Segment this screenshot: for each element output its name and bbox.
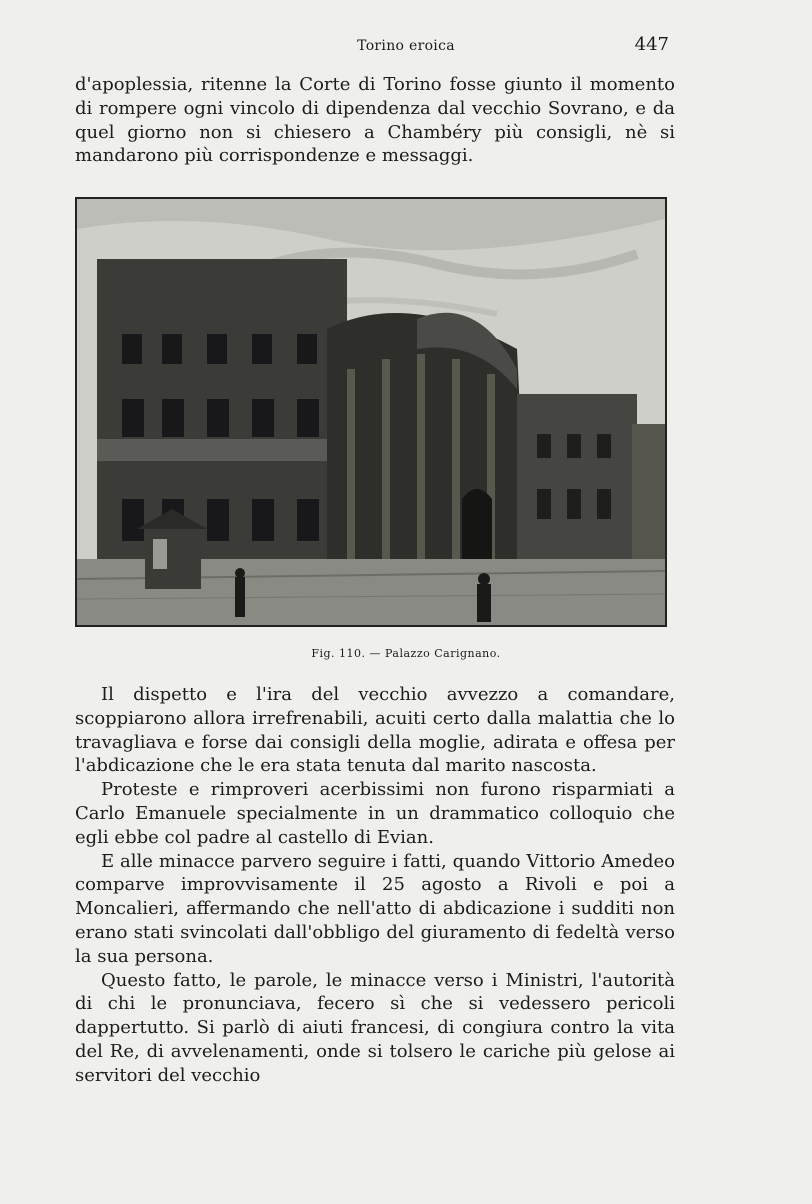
page-number: 447 <box>634 34 669 55</box>
running-title: Torino eroica <box>357 38 455 54</box>
paragraph: d'apoplessia, ritenne la Corte di Torino fosse giunto il momento di rompere ogni vincolo di dipendenza dal vecchio Sovrano, e da quel giorno non si chiesero a Chambéry più consigli, nè si mandarono più corrispondenze e messaggi. <box>75 74 675 167</box>
paragraph: E alle minacce parvero seguire i fatti, quando Vittorio Amedeo comparve improvvisamente il 25 agosto a Rivoli e poi a Moncalieri, affermando che nell'atto di abdicazione i sudditi non erano stati svincolati dall'obbligo del giuramento di fedeltà verso la sua persona. <box>75 850 675 967</box>
paragraph: Proteste e rimproveri acerbissimi non furono risparmiati a Carlo Emanuele specialmente in un drammatico colloquio che egli ebbe col padre al castello di Evian. <box>75 779 675 848</box>
running-head <box>0 34 812 58</box>
paragraph: Il dispetto e l'ira del vecchio avvezzo a comandare, scoppiarono allora irrefrenabili, acuiti certo dalla malattia che lo travagliava e forse dai consigli della moglie, adirata e offesa per l'abdicazione che le era stata tenuta dal marito nascosta. <box>75 684 675 777</box>
figure-illustration <box>75 197 667 627</box>
text-block-bottom <box>75 683 675 1088</box>
paragraph: Questo fatto, le parole, le minacce verso i Ministri, l'autorità di chi le pronunciava, fecero sì che si vedessero pericoli dappertutto. Si parlò di aiuti francesi, di congiura contro la vita del Re, di avvelenamenti, onde si tolsero le cariche più gelose ai servitori del vecchio <box>75 969 675 1086</box>
figure-caption: Fig. 110. — Palazzo Carignano. <box>311 647 501 660</box>
text-block-top <box>75 73 675 168</box>
palazzo-engraving <box>77 199 665 625</box>
